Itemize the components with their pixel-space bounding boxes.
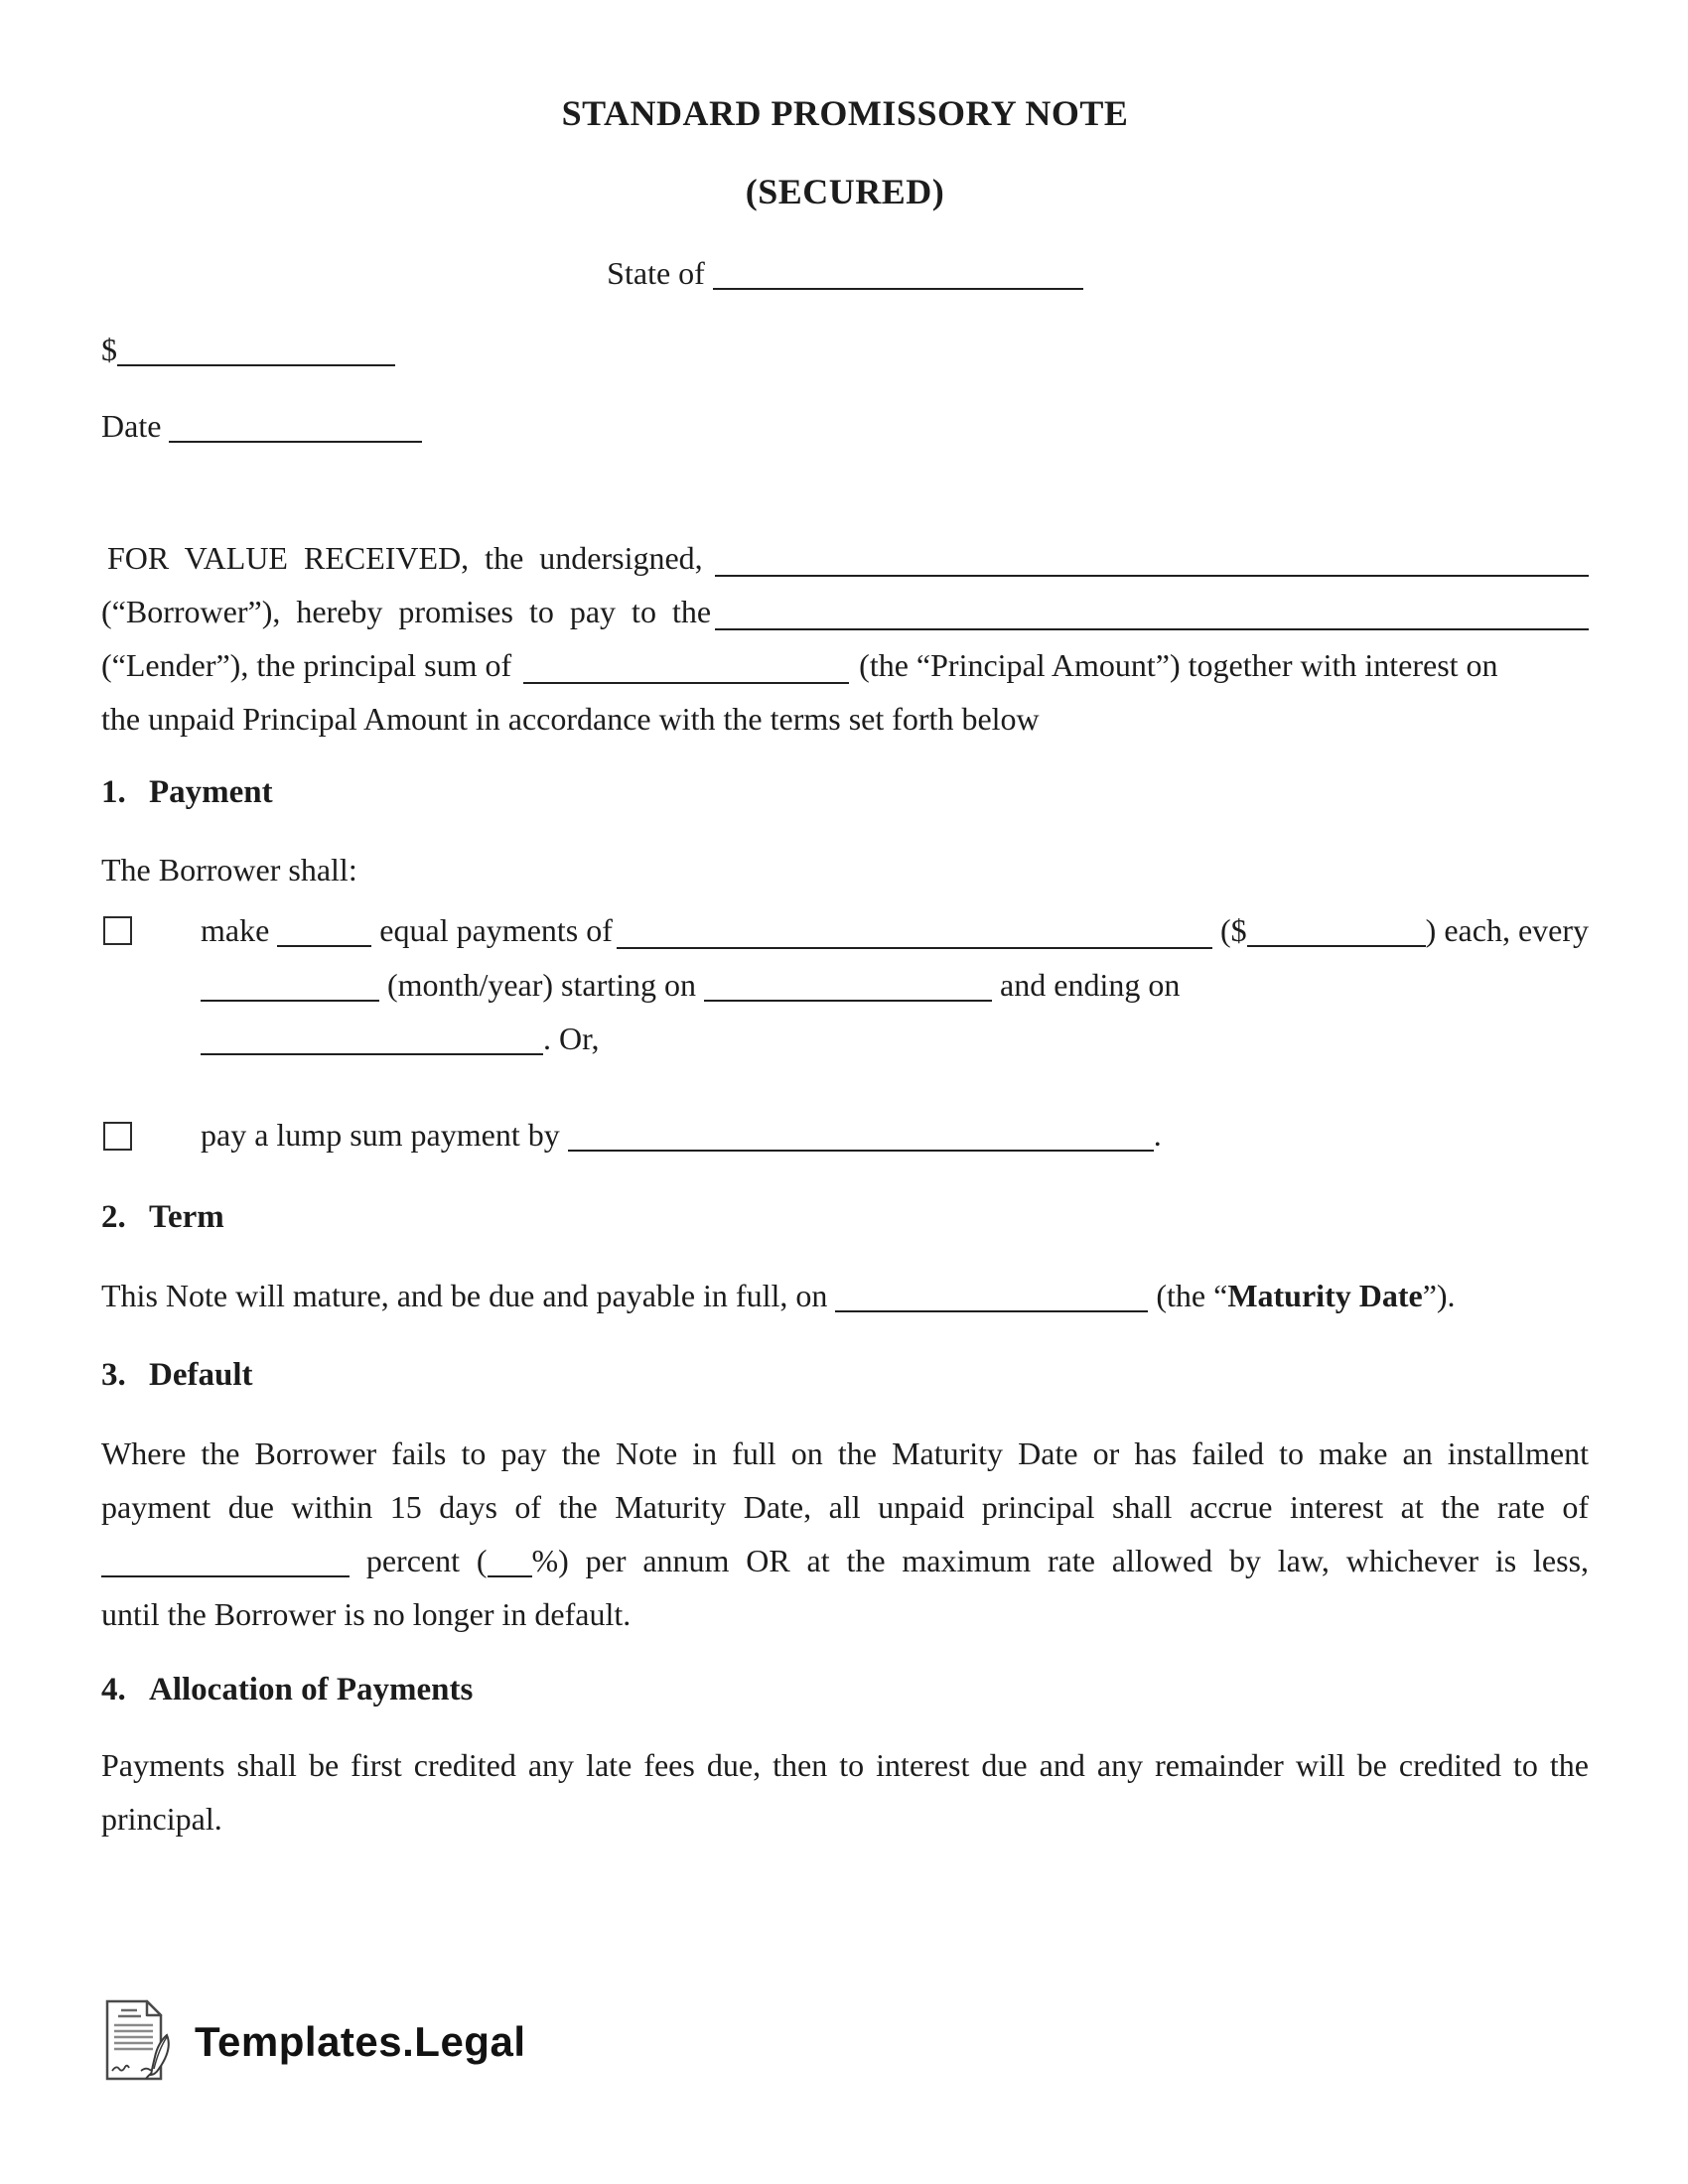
num-payments-blank-field[interactable] [277, 945, 371, 947]
equal-payments-option-text [201, 902, 1589, 1065]
term-sentence [101, 1269, 1589, 1322]
default-paragraph [101, 1427, 1589, 1641]
page-subtitle: (SECURED) [745, 172, 945, 211]
payment-amount-number-blank-field[interactable] [1247, 945, 1426, 947]
term-text-b: (the “Maturity Date”). [1156, 1278, 1456, 1313]
amount-prefix-label: $ [101, 332, 117, 367]
equal-payments-line-2-text-b: and ending on [1000, 967, 1181, 1003]
allocation-line-1: Payments shall be first credited any late fees due, then to interest due and any remainder will be credited to the [101, 1747, 1589, 1783]
state-of-line [101, 246, 1589, 300]
section-3-title: Default [149, 1357, 253, 1393]
end-date-blank-field[interactable] [201, 1053, 543, 1055]
lender-name-blank-field[interactable] [713, 585, 1589, 638]
section-4-title: Allocation of Payments [149, 1672, 474, 1707]
interest-rate-number-blank-field[interactable] [488, 1575, 532, 1577]
amount-line [101, 323, 1589, 376]
intro-line-1 [101, 531, 1589, 585]
lump-sum-option-text [201, 1108, 1589, 1161]
intro-line-1-text: FOR VALUE RECEIVED, the undersigned, [107, 540, 703, 576]
section-2-title: Term [149, 1199, 224, 1235]
section-3-heading [101, 1348, 1589, 1402]
borrower-shall-text: The Borrower shall: [101, 852, 357, 887]
lump-sum-date-blank-field[interactable] [568, 1150, 1154, 1152]
templates-legal-logo [101, 1997, 526, 2087]
section-4-number: 4. [101, 1672, 126, 1707]
date-blank-field[interactable] [169, 441, 422, 443]
date-label: Date [101, 408, 162, 444]
maturity-date-bold-label: Maturity Date [1227, 1278, 1423, 1313]
lump-sum-line [201, 1108, 1589, 1161]
lump-sum-option [101, 1108, 1589, 1161]
default-line-1: Where the Borrower fails to pay the Note in full on the Maturity Date or has failed to make an installment [101, 1435, 1589, 1471]
date-line [101, 399, 1589, 453]
intro-line-2 [101, 585, 1589, 638]
allocation-line-2: principal. [101, 1801, 222, 1837]
equal-payments-line-1-text-b: ($ ) each, every [1220, 912, 1589, 948]
equal-payments-line-1-text-a: make equal payments of [201, 912, 613, 948]
equal-payments-line-3 [201, 1012, 1589, 1065]
state-of-label: State of [607, 255, 705, 291]
intro-line-3-text-a: (“Lender”), the principal sum of [101, 647, 512, 683]
equal-payments-line-2-text-a: (month/year) starting on [387, 967, 697, 1003]
amount-blank-field[interactable] [117, 364, 395, 366]
equal-payments-line-2 [201, 958, 1589, 1012]
equal-payments-checkbox[interactable] [103, 916, 132, 945]
term-text-a: This Note will mature, and be due and payable in full, on [101, 1278, 828, 1313]
default-line-4: until the Borrower is no longer in default. [101, 1596, 632, 1632]
section-4-heading [101, 1663, 1589, 1716]
section-2-heading [101, 1190, 1589, 1244]
intro-line-3-text-b: (the “Principal Amount”) together with interest on [859, 647, 1498, 683]
interest-rate-words-blank-field[interactable] [101, 1575, 350, 1577]
section-1-number: 1. [101, 774, 126, 810]
payment-amount-words-blank-field[interactable] [615, 902, 1212, 958]
section-1-heading [101, 765, 1589, 819]
state-blank-field[interactable] [713, 288, 1083, 290]
lump-sum-checkbox[interactable] [103, 1122, 132, 1151]
lump-sum-text-b: . [1153, 1117, 1162, 1153]
equal-payments-option [101, 902, 1589, 1065]
section-2-number: 2. [101, 1199, 126, 1235]
section-3-number: 3. [101, 1357, 126, 1393]
lump-sum-text-a: pay a lump sum payment by [201, 1117, 560, 1153]
intro-line-2-text: (“Borrower”), hereby promises to pay to the [101, 594, 712, 629]
default-line-3-text-a: percent ( [365, 1543, 488, 1578]
start-date-blank-field[interactable] [704, 1000, 992, 1002]
brand-name-label: Templates.Legal [195, 2018, 526, 2065]
intro-paragraph [101, 531, 1589, 746]
allocation-paragraph [101, 1738, 1589, 1845]
default-line-3 [101, 1534, 1589, 1587]
payment-interval-blank-field[interactable] [201, 1000, 379, 1002]
equal-payments-line-1 [201, 902, 1589, 958]
page-title: STANDARD PROMISSORY NOTE [561, 93, 1129, 133]
intro-line-4: the unpaid Principal Amount in accordance with the terms set forth below [101, 701, 1040, 737]
default-line-3-text-b: %) per annum OR at the maximum rate allowed by law, whichever is less, [531, 1543, 1590, 1578]
intro-line-3 [101, 638, 1589, 692]
section-1-title: Payment [149, 774, 273, 810]
equal-payments-line-3-text: . Or, [543, 1021, 600, 1056]
borrower-name-blank-field[interactable] [713, 531, 1589, 585]
maturity-date-blank-field[interactable] [835, 1310, 1148, 1312]
document-quill-icon [101, 1997, 173, 2087]
principal-sum-blank-field[interactable] [521, 638, 849, 692]
default-line-2: payment due within 15 days of the Maturity Date, all unpaid principal shall accrue interest at the rate of [101, 1489, 1589, 1525]
